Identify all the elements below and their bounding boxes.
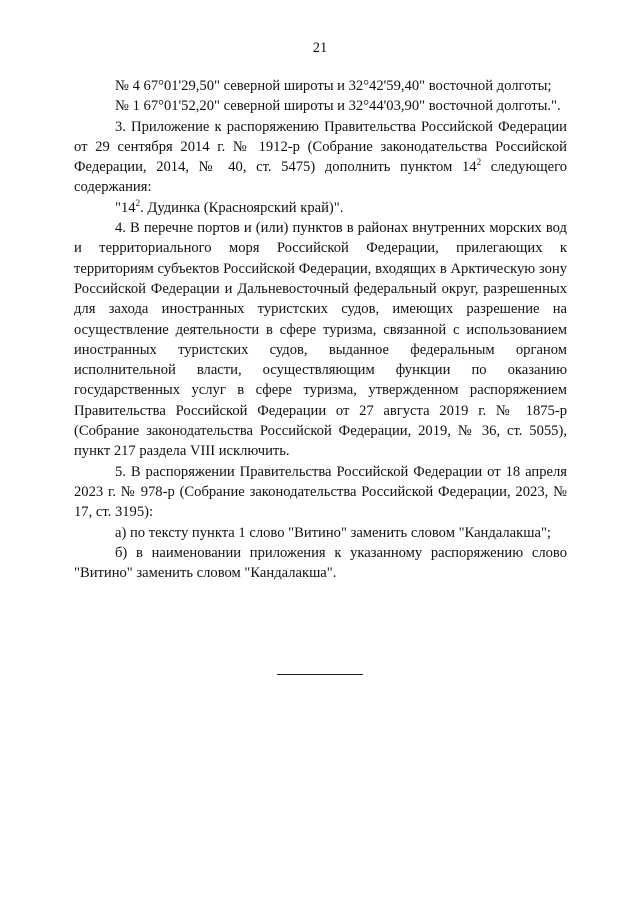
paragraph-item-5 [74, 462, 567, 523]
paragraph-item-3 [74, 117, 567, 198]
paragraph-text: 4. В перечне портов и (или) пунктов в районах внутренних морских вод и территориального моря Российской Федерации, прилегающих к территориям субъектов Российской Федерации, входящих в Арктическую зону Российской Федерации и Дальневосточный федеральный округ, разрешенных для захода иностранных туристских судов, имеющих разрешение на осуществление деятельности в сфере туризма, связанной с использованием иностранных туристских судов, выданное федеральным органом исполнительной власти, осуществляющим функции по оказанию государственных услуг в сфере туризма, утвержденном распоряжением Правительства Российской Федерации от 27 августа 2019 г. № 1875-р (Собрание законодательства Российской Федерации, 2019, № 36, ст. 5055), пункт 217 раздела VIII исключить. [74, 220, 567, 460]
paragraph-text: 5. В распоряжении Правительства Российской Федерации от 18 апреля 2023 г. № 978-р (Собрание законодательства Российской Федерации, 2023, № 17, ст. 3195): [74, 463, 567, 521]
paragraph-item-5b [74, 543, 567, 584]
paragraph-coordinate-4 [74, 76, 567, 96]
paragraph-text-tail: следующего содержания: [74, 159, 568, 196]
paragraph-item-5a [74, 523, 567, 543]
paragraph-text: б) в наименовании приложения к указанному распоряжению слово "Витино" заменить словом "Кандалакша". [74, 544, 567, 582]
paragraph-coordinate-1 [74, 96, 567, 116]
superscript: 2 [476, 157, 482, 168]
superscript: 2 [135, 197, 141, 208]
paragraph-text: "14 [115, 199, 136, 216]
paragraph-text: № 4 67°01'29,50" северной широты и 32°42'59,40" восточной долготы; [115, 78, 552, 94]
document-body [74, 76, 567, 583]
paragraph-quote-14-2 [74, 198, 567, 218]
page-number: 21 [312, 40, 328, 56]
paragraph-text-tail: . Дудинка (Красноярский край)". [140, 199, 344, 216]
paragraph-text: 3. Приложение к распоряжению Правительства Российской Федерации от 29 сентября 2014 г. № 1912-р (Собрание законодательства Российской Федерации, 2014, № 40, ст. 5475) дополнить пунктом 14 [74, 118, 567, 176]
paragraph-text: а) по тексту пункта 1 слово "Витино" заменить словом "Кандалакша"; [115, 524, 551, 541]
paragraph-text: № 1 67°01'52,20" северной широты и 32°44'03,90" восточной долготы.". [115, 98, 561, 115]
paragraph-item-4 [74, 218, 567, 462]
end-separator-line [277, 674, 363, 675]
